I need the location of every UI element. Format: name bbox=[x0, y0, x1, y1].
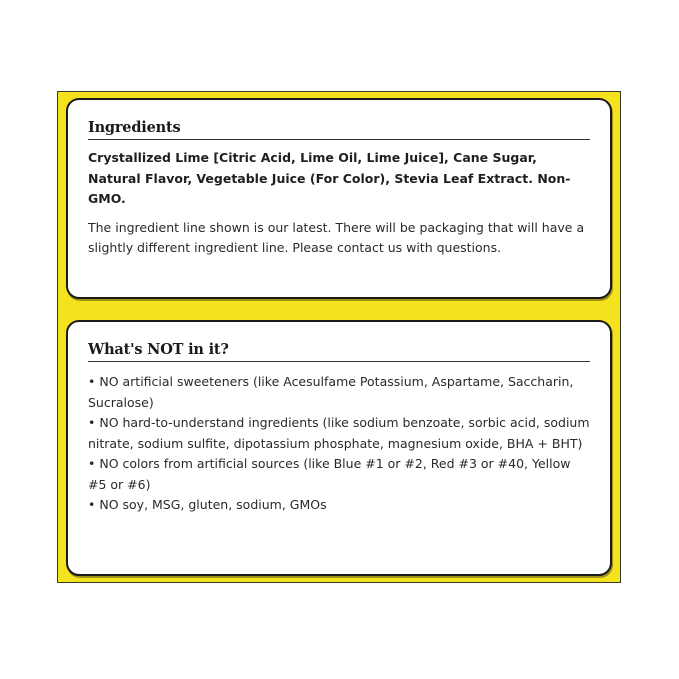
not-in-it-list bbox=[88, 372, 590, 516]
ingredients-note: The ingredient line shown is our latest. There will be packaging that will have a slightly different ingredient line. Please contact us with questions. bbox=[88, 219, 585, 255]
list-item: • NO colors from artificial sources (like Blue #1 or #2, Red #3 or #40, Yellow #5 or #6) bbox=[88, 456, 571, 492]
list-item: • NO artificial sweeteners (like Acesulfame Potassium, Aspartame, Saccharin, Sucralose) bbox=[88, 374, 574, 410]
list-item: • NO soy, MSG, gluten, sodium, GMOs bbox=[88, 497, 327, 512]
not-in-it-card bbox=[66, 320, 612, 576]
ingredients-title: Ingredients bbox=[88, 119, 590, 140]
yellow-panel bbox=[57, 91, 621, 583]
ingredients-card bbox=[66, 98, 612, 299]
ingredients-list-text: Crystallized Lime [Citric Acid, Lime Oil, Lime Juice], Cane Sugar, Natural Flavor, Vegetable Juice (For Color), Stevia Leaf Extract. Non-GMO. bbox=[88, 150, 571, 206]
not-in-it-title: What's NOT in it? bbox=[88, 341, 590, 362]
list-item: • NO hard-to-understand ingredients (like sodium benzoate, sorbic acid, sodium nitrate, sodium sulfite, dipotassium phosphate, magnesium oxide, BHA + BHT) bbox=[88, 415, 590, 451]
